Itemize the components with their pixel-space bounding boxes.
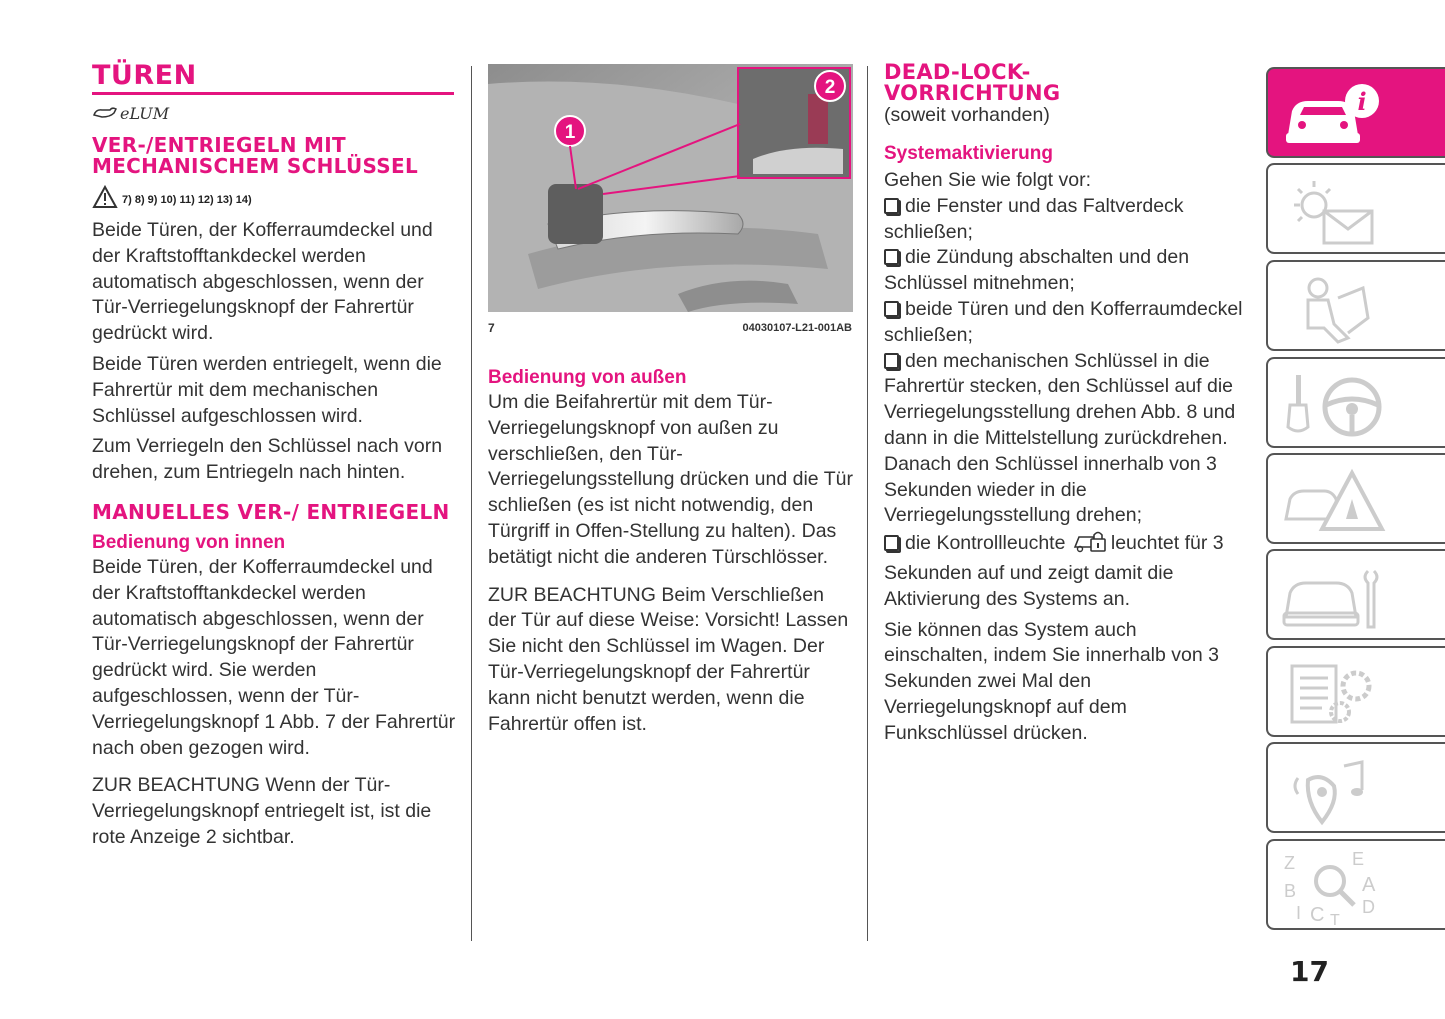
list-gears-icon <box>1278 654 1398 734</box>
index-letter: Z <box>1284 853 1295 873</box>
index-letter: I <box>1296 903 1302 923</box>
figure-code: 04030107-L21-001AB <box>742 322 852 334</box>
title-rule <box>92 92 454 95</box>
paragraph: Um die Beifahrertür mit dem Tür-Verriegelungsknopf von außen zu verschließen, den Tür-Verriegelungsstellung drücken und die Tür schließen (es ist nicht notwendig, den Türgriff in Offen-Stellung zu halten). Das betätigt nicht die anderen Türschlösser. <box>488 391 853 568</box>
bullet-text: den mechanischen Schlüssel in die Fahrertür stecken, den Schlüssel auf die Verriegelungsstellung drehen Abb. 8 und dann in die Mittelstellung zurückdrehen. Danach den Schlüssel innerhalb von 3 Sekunden wieder in die Verriegelungsstellung drehen; <box>884 349 1236 527</box>
subheading: Systemaktivierung <box>884 143 1053 164</box>
tab-maintenance[interactable] <box>1266 549 1445 640</box>
page-number: 17 <box>1290 955 1329 988</box>
index-letter: C <box>1310 904 1325 926</box>
bullet-text: beide Türen und den Kofferraumdeckel schließen; <box>884 297 1243 346</box>
lights-messages-icon <box>1278 171 1398 251</box>
section-title: TÜREN <box>92 60 197 91</box>
bullet-icon <box>884 301 899 317</box>
bullet-text: leuchtet für 3 Sekunden auf und zeigt damit die Aktivierung des Systems an. <box>884 532 1224 610</box>
index-magnifier-icon <box>1278 847 1398 927</box>
subheading: Bedienung von außen <box>488 367 687 388</box>
car-wrench-icon <box>1278 557 1398 637</box>
index-letter: D <box>1362 897 1375 917</box>
note-paragraph: ZUR BEACHTUNG Wenn der Tür-Verriegelungsknopf entriegelt ist, ist die rote Anzeige 2 sichtbar. <box>92 774 432 848</box>
column-divider <box>471 66 472 941</box>
bullet-item <box>884 194 1246 246</box>
paragraph: Gehen Sie wie folgt vor: <box>884 169 1092 191</box>
index-letter: A <box>1362 874 1376 896</box>
section-heading: VER-/ENTRIEGELN MIT MECHANISCHEM SCHLÜSSEL <box>92 133 418 178</box>
key-steering-wheel-icon <box>1278 365 1398 445</box>
svg-text:eLUM: eLUM <box>120 104 170 123</box>
bullet-icon <box>884 198 899 214</box>
bullet-item <box>884 529 1246 612</box>
door-handle-figure <box>488 64 853 312</box>
warning-triangle-icon <box>92 185 118 214</box>
svg-text:i: i <box>1357 87 1367 116</box>
bullet-text: die Kontrollleuchte <box>905 532 1066 555</box>
lock-warning-light-icon <box>1073 529 1109 561</box>
tab-lights-messages[interactable] <box>1266 163 1445 254</box>
paragraph: Zum Verriegeln den Schlüssel nach vorn drehen, zum Entriegeln nach hinten. <box>92 435 443 484</box>
callout-1: 1 <box>564 122 576 143</box>
tab-car-info[interactable] <box>1266 67 1445 158</box>
section-heading: DEAD-LOCK- <box>884 60 1031 84</box>
column-middle <box>488 366 854 737</box>
tab-index[interactable] <box>1266 839 1445 930</box>
warning-references: 7) 8) 9) 10) 11) 12) 13) 14) <box>122 193 252 206</box>
bullet-icon <box>884 535 899 551</box>
bullet-item <box>884 297 1246 349</box>
note-paragraph: ZUR BEACHTUNG Beim Verschließen der Tür auf diese Weise: Vorsicht! Lassen Sie nicht den Schlüssel im Wagen. Der Tür-Verriegelungsknopf der Fahrertür kann nicht benutzt werden, wenn die Fahrertür offen ist. <box>488 583 849 735</box>
multimedia-note-icon <box>1278 750 1398 830</box>
car-info-icon <box>1278 75 1398 155</box>
index-letter: B <box>1284 881 1297 901</box>
availability-note: (soweit vorhanden) <box>884 104 1050 126</box>
bullet-text: die Zündung abschalten und den Schlüssel mitnehmen; <box>884 246 1190 295</box>
column-divider <box>867 66 868 941</box>
paragraph: Beide Türen, der Kofferraumdeckel und der Kraftstofftankdeckel werden automatisch abgeschlossen, wenn der Tür-Verriegelungsknopf der Fahrertür gedrückt wird. <box>92 219 433 345</box>
column-left <box>92 62 457 851</box>
car-warning-triangle-icon <box>1278 461 1398 541</box>
bullet-item <box>884 349 1246 530</box>
bullet-item <box>884 245 1246 297</box>
index-letter: T <box>1330 912 1340 929</box>
paragraph: Beide Türen, der Kofferraumdeckel und der Kraftstofftankdeckel werden automatisch abgeschlossen, wenn der Tür-Verriegelungsknopf der Fahrertür gedrückt wird. Sie werden aufgeschlossen, wenn der Tür-Verriegelungsknopf 1 Abb. 7 der Fahrertür nach oben gezogen wird. <box>92 555 456 759</box>
bullet-icon <box>884 249 899 265</box>
figure-number: 7 <box>488 321 495 335</box>
section-heading: MANUELLES VER-/ ENTRIEGELN <box>92 499 450 524</box>
bullet-icon <box>884 353 899 369</box>
index-letter: E <box>1352 849 1365 869</box>
tab-multimedia[interactable] <box>1266 742 1445 833</box>
safety-airbag-icon <box>1278 268 1398 348</box>
hand-key-icon <box>92 101 457 123</box>
tab-safety[interactable] <box>1266 260 1445 351</box>
bullet-text: die Fenster und das Faltverdeck schließen; <box>884 194 1184 243</box>
callout-2: 2 <box>824 77 836 98</box>
paragraph: Beide Türen werden entriegelt, wenn die Fahrertür mit dem mechanischen Schlüssel aufgeschlossen wird. <box>92 352 442 427</box>
tab-technical-data[interactable] <box>1266 646 1445 737</box>
column-right <box>884 62 1246 747</box>
subheading: Bedienung von innen <box>92 531 286 553</box>
section-heading: VORRICHTUNG <box>884 81 1061 105</box>
tab-starting-driving[interactable] <box>1266 357 1445 448</box>
warning-line <box>92 185 457 214</box>
paragraph: Sie können das System auch einschalten, indem Sie innerhalb von 3 Sekunden zwei Mal den Verriegelungsknopf auf dem Funkschlüssel drücken. <box>884 618 1219 744</box>
tab-emergency[interactable] <box>1266 453 1445 544</box>
